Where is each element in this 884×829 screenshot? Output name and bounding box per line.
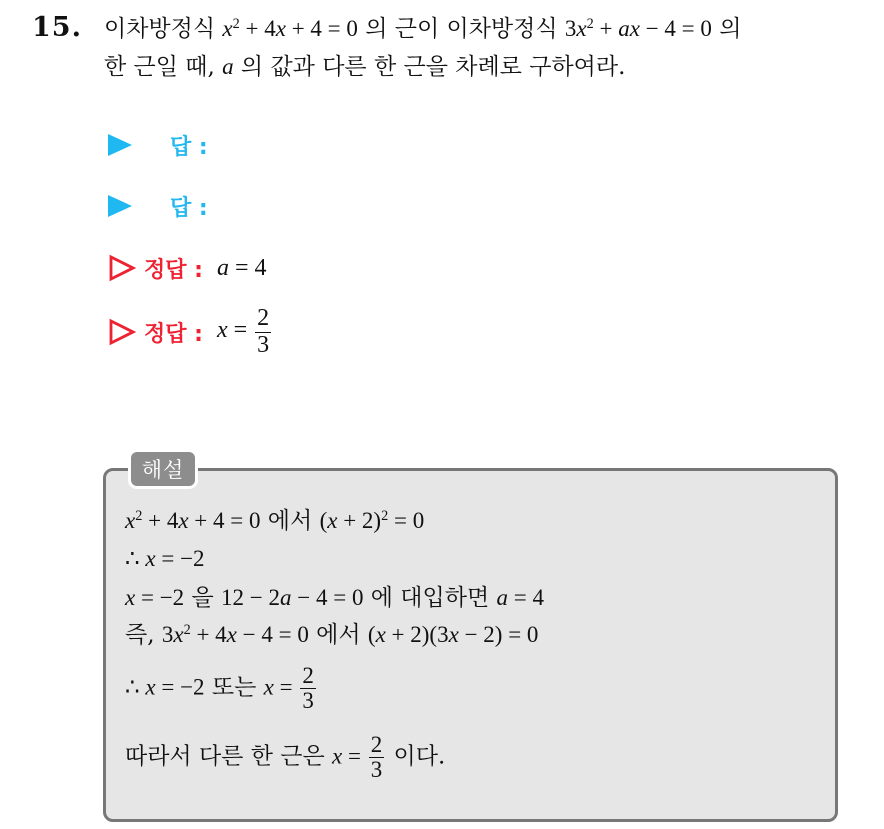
question-line-2: 한 근일 때, a 의 값과 다른 한 근을 차례로 구하여라. — [104, 54, 626, 80]
explanation-line-5: ∴ x = −2 또는 x = $\frac{2}{3}$ — [125, 663, 314, 714]
outline-triangle-icon — [108, 254, 136, 282]
correct-answer-label: 정답 : — [144, 257, 203, 283]
correct-answer-value: x = $\frac{2}{3}$ — [216, 305, 270, 358]
explanation-line-1: $x^2 + 4x + 4 = 0$ 에서 $(x + 2)^2 = 0$ — [125, 508, 425, 534]
question-line-1: 이차방정식 $x^2 + 4x + 4 = 0$ 의 근이 이차방정식 $3x^2$ + ax − 4 = 0 의 — [104, 16, 742, 42]
answer-row-1[interactable] — [108, 130, 208, 160]
question-number: 15. — [32, 12, 82, 43]
answer-label: 답 : — [170, 195, 208, 221]
correct-answer-value: a = 4 — [216, 254, 267, 281]
explanation-tab: 해설 — [128, 449, 198, 489]
explanation-line-2: ∴ x = −2 — [125, 546, 205, 571]
correct-answer-label: 정답 : — [144, 321, 203, 347]
answer-label: 답 : — [170, 134, 208, 160]
outline-triangle-icon — [108, 318, 136, 346]
explanation-line-6: 따라서 다른 한 근은 x = $\frac{2}{3}$ 이다. — [125, 732, 446, 783]
correct-answer-row-2 — [108, 305, 273, 358]
explanation-line-4: 즉, $3x^2 + 4x - 4 = 0$ 에서 (x + 2)(3x − 2) = 0 — [125, 622, 539, 648]
correct-answer-row-1 — [108, 253, 267, 283]
explanation-line-3: x = −2 을 12 − 2a − 4 = 0 에 대입하면 a = 4 — [125, 585, 544, 611]
play-triangle-icon — [108, 195, 132, 217]
answer-row-2[interactable] — [108, 191, 208, 221]
play-triangle-icon — [108, 134, 132, 156]
